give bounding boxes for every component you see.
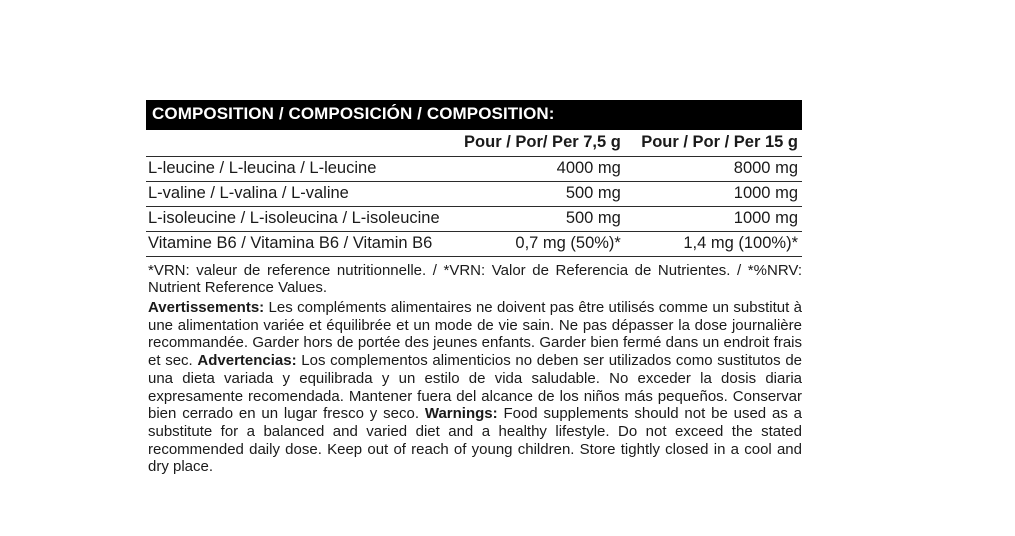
nutrient-dose-15g: 8000 mg: [625, 156, 802, 181]
nutrient-dose-15g: 1000 mg: [625, 181, 802, 206]
composition-header: COMPOSITION / COMPOSICIÓN / COMPOSITION:: [146, 100, 802, 130]
nutrient-dose-7-5g: 4000 mg: [448, 156, 625, 181]
warnings-text-fr: Les compléments alimentaires ne doivent pas être utilisés comme un substitut à une alimentation variée et équilibrée et un mode de vie sain. Ne pas dépasser la dose journalière recommandée. Garder hors de portée des jeunes enfants. Garder bien fermé dans un endroit frais et sec.: [148, 299, 802, 370]
warnings-paragraph: [148, 299, 802, 476]
nutrient-dose-15g: 1,4 mg (100%)*: [625, 231, 802, 256]
composition-table: [146, 130, 802, 257]
warnings-label-fr: Avertissements:: [148, 299, 265, 317]
table-row: [146, 181, 802, 206]
table-row: [146, 156, 802, 181]
nrv-footnote: *VRN: valeur de reference nutritionnelle. / *VRN: Valor de Referencia de Nutrientes. / *%NRV: Nutrient Reference Values.: [148, 261, 802, 297]
warnings-label-es: Advertencias:: [197, 352, 297, 370]
nutrient-dose-7-5g: 500 mg: [448, 181, 625, 206]
table-header: [146, 130, 802, 157]
table-body: [146, 156, 802, 256]
nutrient-dose-15g: 1000 mg: [625, 206, 802, 231]
notes-block: [146, 262, 802, 476]
column-header-nutrient: [146, 130, 448, 157]
nutrient-name: L-valine / L-valina / L-valine: [146, 181, 448, 206]
table-header-row: [146, 130, 802, 157]
warnings-text-es: Los complementos alimenticios no deben ser utilizados como sustitutos de una dieta variada y equilibrada y un estilo de vida saludable. No exceder la dosis diaria expresamente recomendada. Mantener fuera del alcance de los niños más pequeños. Conservar bien cerrado en un lugar fresco y seco.: [148, 352, 802, 423]
column-header-dose-15g: Pour / Por / Per 15 g: [641, 132, 798, 151]
nutrient-name: L-leucine / L-leucina / L-leucine: [146, 156, 448, 181]
table-row: [146, 206, 802, 231]
table-row: [146, 231, 802, 256]
column-header-dose-7-5g: Pour / Por/ Per 7,5 g: [464, 132, 621, 151]
nutrient-name: Vitamine B6 / Vitamina B6 / Vitamin B6: [146, 231, 448, 256]
warnings-text-en: Food supplements should not be used as a substitute for a balanced and varied diet and a healthy lifestyle. Do not exceed the stated recommended daily dose. Keep out of reach of young children. Store tightly closed in a cool and dry place.: [148, 405, 803, 476]
warnings-label-en: Warnings:: [424, 405, 498, 423]
composition-panel: [146, 100, 802, 476]
nutrient-name: L-isoleucine / L-isoleucina / L-isoleucine: [146, 206, 448, 231]
nutrient-dose-7-5g: 500 mg: [448, 206, 625, 231]
nutrient-dose-7-5g: 0,7 mg (50%)*: [448, 231, 625, 256]
